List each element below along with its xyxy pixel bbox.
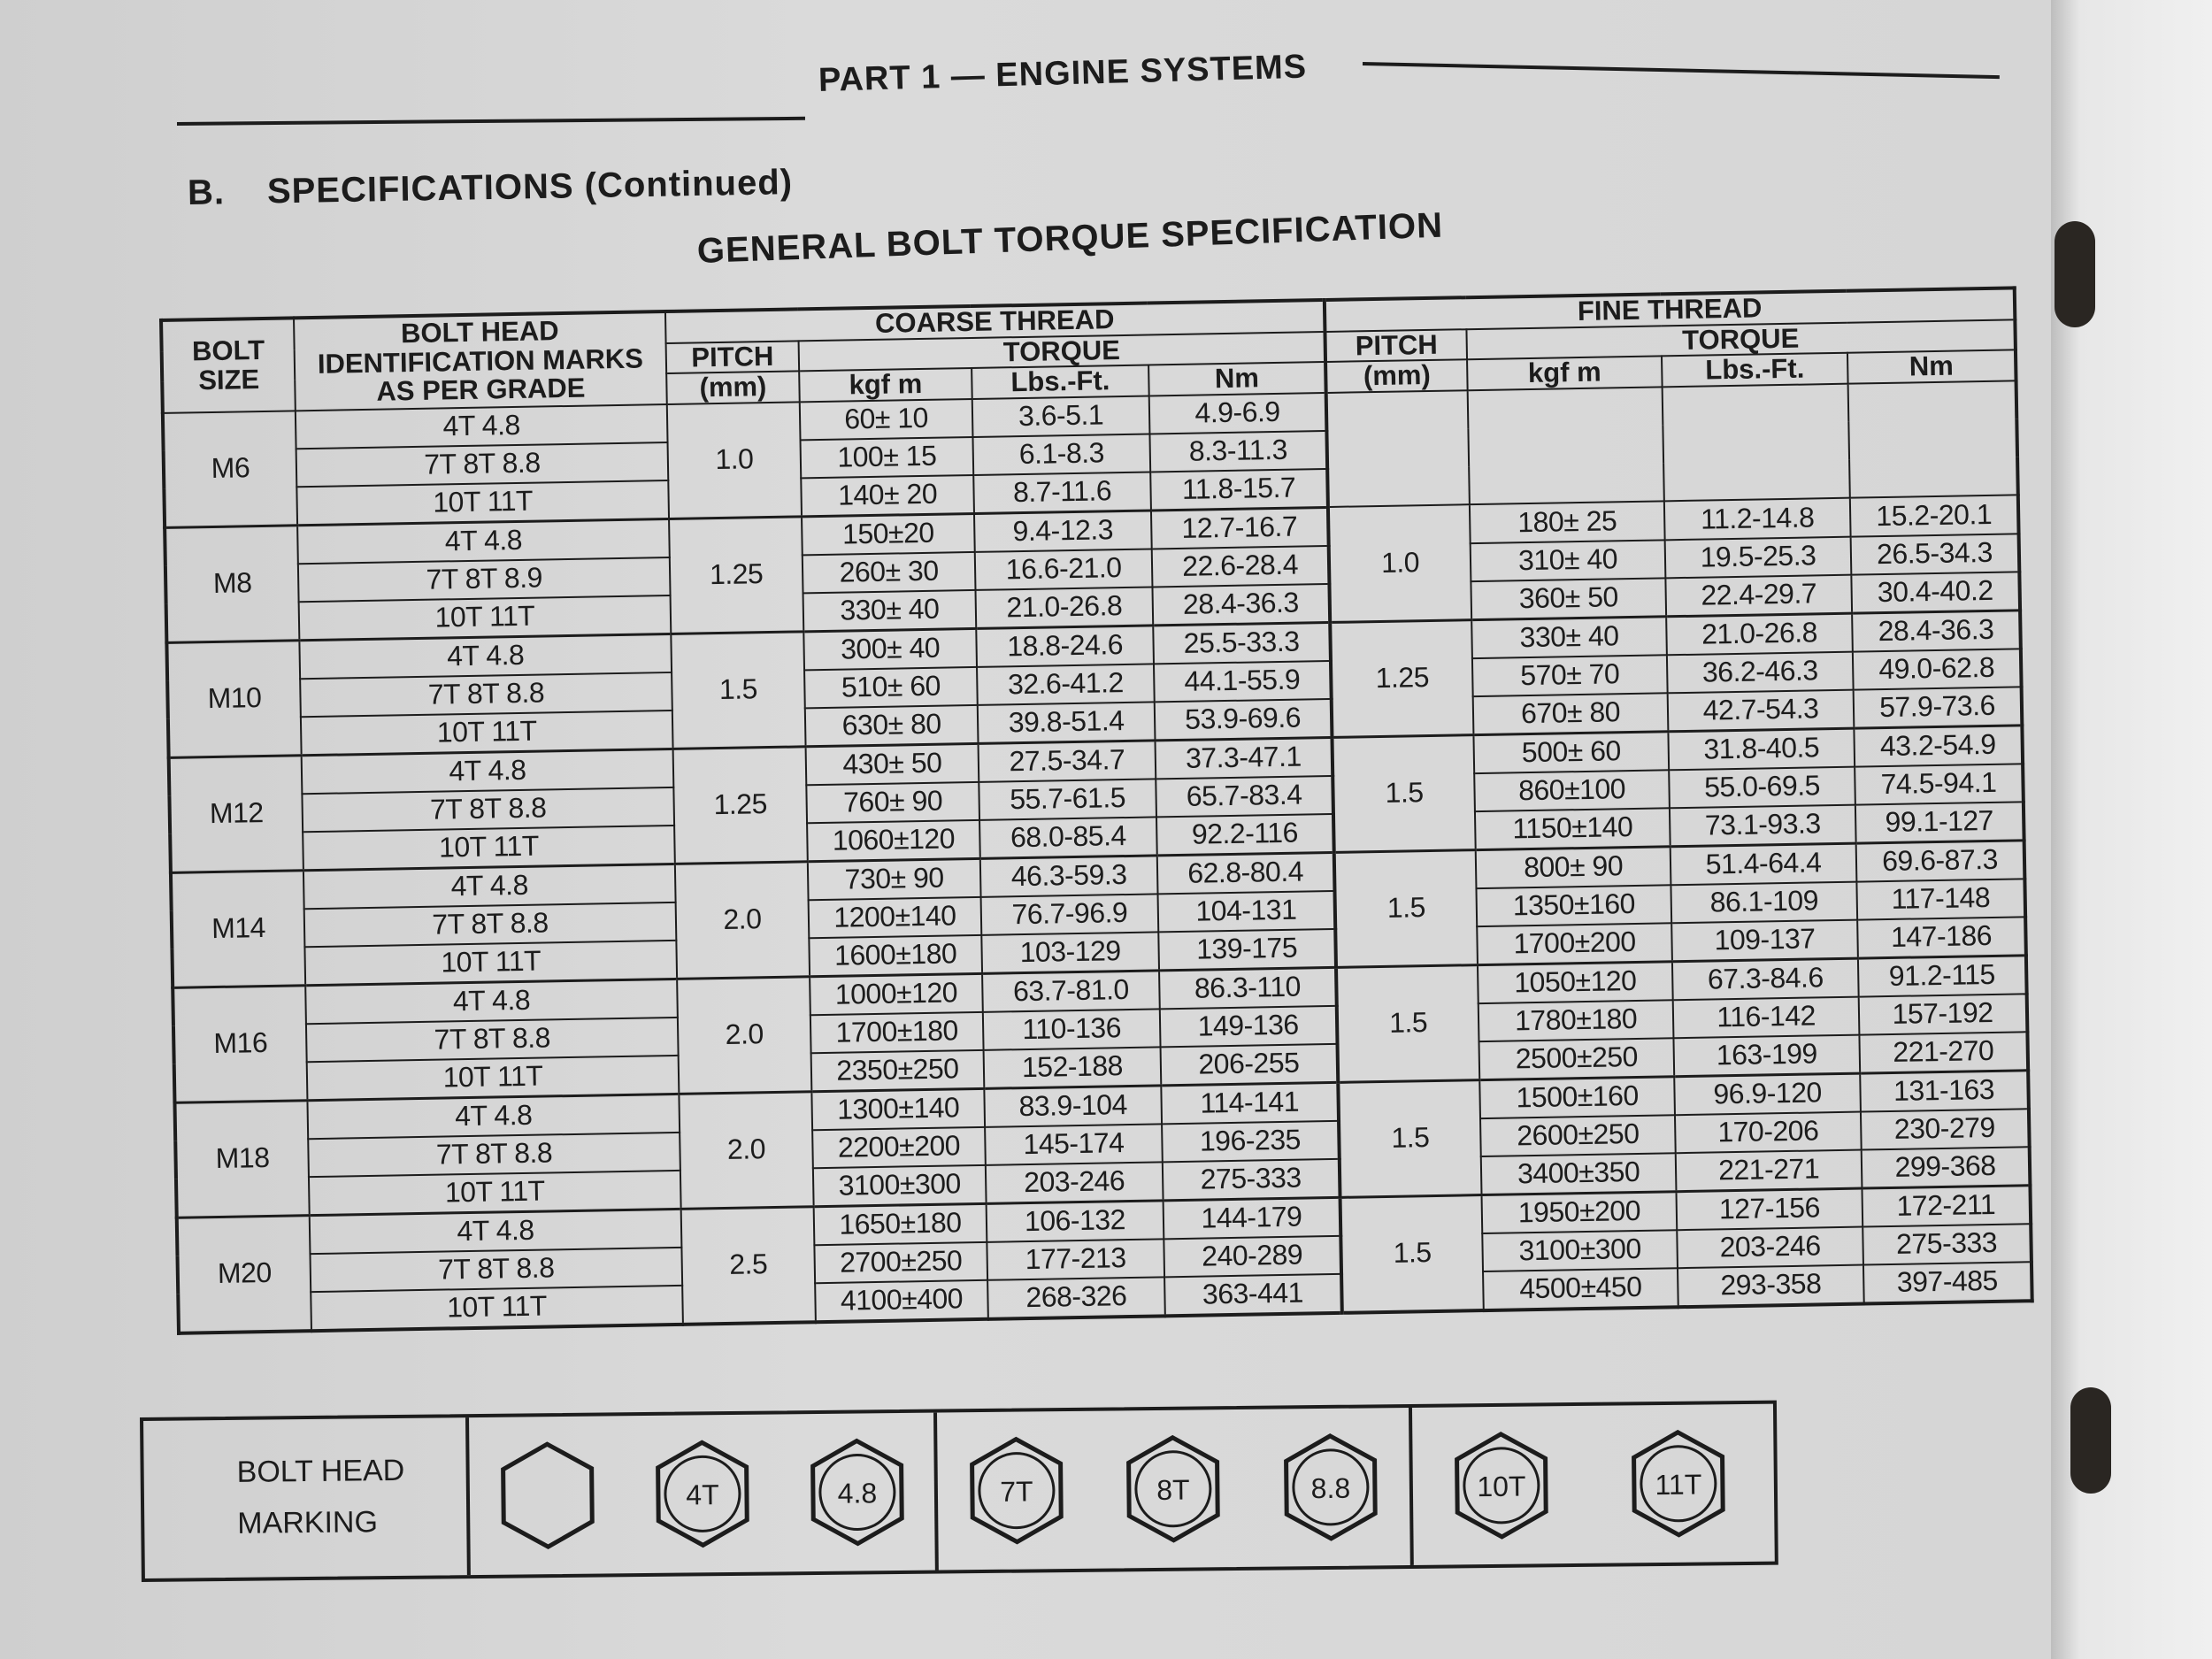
coarse-lbsft-cell: 177-213 — [987, 1239, 1164, 1279]
header-coarse-thread: COARSE THREAD — [665, 300, 1325, 343]
fine-lbsft-cell: 127-156 — [1677, 1188, 1863, 1230]
bolt-head-mark-label: 8.8 — [1310, 1471, 1351, 1505]
coarse-nm-cell: 149-136 — [1160, 1006, 1338, 1047]
header-coarse-pitch: PITCH — [666, 341, 800, 373]
fine-nm-cell: 91.2-115 — [1858, 955, 2027, 996]
coarse-pitch-cell: 1.25 — [669, 517, 803, 634]
grade-marks-cell: 4T 4.8 — [307, 1094, 680, 1139]
fine-nm-cell: 57.9-73.6 — [1854, 687, 2023, 728]
fine-pitch-cell: 1.5 — [1332, 734, 1475, 852]
fine-pitch-cell: 1.5 — [1336, 964, 1479, 1082]
coarse-kgfm-cell: 1700±180 — [810, 1012, 984, 1053]
coarse-nm-cell: 62.8-80.4 — [1157, 852, 1335, 894]
grade-marks-cell: 7T 8T 8.8 — [304, 902, 677, 947]
coarse-kgfm-cell: 2700±250 — [814, 1241, 987, 1282]
coarse-kgfm-cell: 60± 10 — [800, 399, 973, 440]
grade-marks-cell: 10T 11T — [301, 710, 673, 756]
fine-nm-cell: 49.0-62.8 — [1853, 649, 2022, 689]
bolt-head-hex-icon — [652, 1439, 752, 1549]
coarse-nm-cell: 4.9-6.9 — [1149, 393, 1327, 434]
fine-kgfm-cell: 860±100 — [1474, 770, 1670, 811]
grade-marks-cell: 4T 4.8 — [297, 518, 670, 564]
fine-kgfm-cell: 1500±160 — [1479, 1076, 1675, 1118]
coarse-pitch-cell: 1.5 — [671, 631, 805, 749]
coarse-pitch-cell: 2.0 — [675, 861, 810, 979]
fine-kgfm-cell: 360± 50 — [1471, 578, 1666, 619]
fine-kgfm-cell: 500± 60 — [1473, 731, 1669, 772]
coarse-kgfm-cell: 1000±120 — [810, 973, 983, 1015]
bolt-torque-table — [159, 286, 2034, 1334]
grade-marks-cell: 10T 11T — [299, 595, 672, 641]
coarse-lbsft-cell: 83.9-104 — [984, 1086, 1162, 1127]
fine-kgfm-cell: 570± 70 — [1472, 655, 1668, 696]
coarse-lbsft-cell: 103-129 — [981, 932, 1159, 973]
coarse-kgfm-cell: 2350±250 — [811, 1050, 985, 1092]
fine-nm-cell: 221-270 — [1859, 1032, 2028, 1073]
coarse-kgfm-cell: 1300±140 — [811, 1088, 985, 1130]
coarse-nm-cell: 28.4-36.3 — [1152, 584, 1330, 626]
grade-marks-cell: 7T 8T 8.8 — [296, 442, 669, 487]
coarse-nm-cell: 92.2-116 — [1156, 814, 1334, 856]
bolt-head-hex-icon — [1280, 1432, 1380, 1542]
coarse-lbsft-cell: 21.0-26.8 — [975, 587, 1153, 628]
marking-label-line2: MARKING — [237, 1505, 379, 1540]
coarse-lbsft-cell: 68.0-85.4 — [979, 817, 1157, 858]
coarse-nm-cell: 44.1-55.9 — [1154, 661, 1332, 702]
coarse-lbsft-cell: 8.7-11.6 — [973, 472, 1151, 513]
fine-blank-cell — [1663, 383, 1850, 501]
header-fine-nm: Nm — [1847, 349, 2016, 383]
fine-lbsft-cell: 221-271 — [1676, 1149, 1863, 1191]
coarse-lbsft-cell: 46.3-59.3 — [980, 856, 1158, 897]
binder-hole-top — [2055, 221, 2095, 327]
coarse-kgfm-cell: 3100±300 — [813, 1164, 987, 1206]
header-fine-thread: FINE THREAD — [1325, 288, 2016, 331]
grade-marks-cell: 10T 11T — [311, 1285, 683, 1330]
coarse-nm-cell: 104-131 — [1158, 891, 1336, 932]
coarse-pitch-cell: 2.0 — [679, 1091, 813, 1209]
grade-marks-cell: 4T 4.8 — [303, 864, 676, 909]
grade-marks-cell: 10T 11T — [296, 480, 669, 526]
header-fine-pitch: PITCH — [1325, 329, 1467, 362]
bolt-head-mark-label: 8T — [1156, 1473, 1191, 1506]
fine-kgfm-cell: 1780±180 — [1479, 1000, 1674, 1041]
coarse-lbsft-cell: 152-188 — [984, 1047, 1162, 1088]
fine-lbsft-cell: 21.0-26.8 — [1666, 613, 1853, 655]
bolt-size-cell: M8 — [165, 525, 299, 642]
coarse-lbsft-cell: 18.8-24.6 — [976, 626, 1154, 667]
grade-marks-cell: 7T 8T 8.8 — [302, 787, 674, 832]
bolt-size-cell: M18 — [174, 1100, 309, 1217]
fine-nm-cell: 299-368 — [1862, 1147, 2031, 1188]
fine-lbsft-cell: 55.0-69.5 — [1669, 766, 1855, 808]
fine-pitch-cell: 1.5 — [1340, 1194, 1484, 1312]
fine-lbsft-cell: 293-358 — [1678, 1264, 1864, 1307]
fine-nm-cell: 74.5-94.1 — [1855, 764, 2024, 804]
coarse-nm-cell: 53.9-69.6 — [1155, 699, 1333, 741]
bolt-head-mark-label: 10T — [1477, 1470, 1526, 1503]
fine-nm-cell: 131-163 — [1860, 1070, 2029, 1111]
grade-marks-cell: 4T 4.8 — [302, 749, 674, 794]
coarse-nm-cell: 144-179 — [1164, 1197, 1341, 1239]
header-fine-torque: TORQUE — [1466, 319, 2016, 359]
coarse-kgfm-cell: 1200±140 — [809, 897, 982, 938]
coarse-nm-cell: 275-333 — [1163, 1159, 1340, 1201]
fine-lbsft-cell: 170-206 — [1675, 1111, 1862, 1153]
coarse-pitch-cell: 1.0 — [667, 402, 802, 518]
fine-lbsft-cell: 73.1-93.3 — [1670, 804, 1856, 846]
coarse-pitch-cell: 1.25 — [673, 746, 808, 864]
fine-lbsft-cell: 203-246 — [1677, 1226, 1863, 1268]
fine-pitch-cell: 1.0 — [1328, 504, 1471, 622]
bolt-size-cell: M12 — [169, 755, 303, 872]
grade-marks-cell: 7T 8T 8.8 — [300, 672, 672, 717]
coarse-nm-cell: 363-441 — [1164, 1273, 1342, 1315]
header-bolt-head-marks: BOLT HEAD IDENTIFICATION MARKS AS PER GRADE — [294, 311, 667, 411]
grade-marks-cell: 7T 8T 8.9 — [298, 557, 671, 602]
fine-lbsft-cell: 42.7-54.3 — [1668, 689, 1855, 731]
fine-nm-cell: 69.6-87.3 — [1856, 840, 2025, 881]
coarse-kgfm-cell: 2200±200 — [812, 1126, 986, 1167]
coarse-kgfm-cell: 510± 60 — [804, 667, 978, 708]
bolt-head-hex-icon — [1124, 1433, 1224, 1544]
fine-kgfm-cell: 3100±300 — [1482, 1230, 1678, 1271]
coarse-kgfm-cell: 100± 15 — [801, 437, 974, 478]
fine-kgfm-cell: 180± 25 — [1470, 501, 1665, 542]
fine-blank-cell — [1848, 380, 2018, 498]
bolt-head-mark-label: 4.8 — [837, 1477, 877, 1509]
bolt-size-cell: M16 — [173, 985, 307, 1102]
bolt-head-mark-label: 11T — [1655, 1468, 1702, 1502]
header-fine-pitch-unit: (mm) — [1325, 359, 1468, 392]
bolt-head-hex-icon — [807, 1437, 907, 1548]
fine-nm-cell: 117-148 — [1856, 879, 2025, 919]
coarse-nm-cell: 12.7-16.7 — [1151, 507, 1329, 549]
coarse-lbsft-cell: 3.6-5.1 — [972, 396, 1150, 436]
fine-kgfm-cell: 330± 40 — [1471, 616, 1667, 657]
coarse-nm-cell: 25.5-33.3 — [1153, 622, 1331, 664]
fine-lbsft-cell: 31.8-40.5 — [1668, 728, 1855, 770]
fine-blank-cell — [1468, 387, 1664, 504]
marking-group-4t — [469, 1413, 939, 1576]
header-coarse-pitch-unit: (mm) — [666, 371, 800, 403]
fine-nm-cell: 275-333 — [1863, 1224, 2032, 1264]
bolt-head-mark-label: 7T — [999, 1475, 1033, 1508]
grade-marks-cell: 7T 8T 8.8 — [310, 1247, 682, 1291]
fine-nm-cell: 99.1-127 — [1855, 802, 2024, 843]
bolt-head-hex-icon — [966, 1435, 1066, 1546]
bolt-head-hex-icon — [497, 1440, 597, 1551]
grade-marks-cell: 4T 4.8 — [310, 1209, 682, 1254]
fine-lbsft-cell: 22.4-29.7 — [1665, 574, 1852, 616]
coarse-nm-cell: 22.6-28.4 — [1152, 546, 1330, 587]
coarse-nm-cell: 240-289 — [1164, 1235, 1341, 1276]
fine-pitch-cell: 1.5 — [1338, 1079, 1481, 1197]
fine-lbsft-cell: 51.4-64.4 — [1671, 843, 1857, 885]
header-coarse-torque: TORQUE — [799, 332, 1326, 372]
fine-kgfm-cell: 1950±200 — [1482, 1191, 1678, 1233]
fine-nm-cell: 28.4-36.3 — [1852, 610, 2021, 651]
fine-lbsft-cell: 163-199 — [1673, 1034, 1860, 1076]
fine-lbsft-cell: 96.9-120 — [1674, 1073, 1861, 1115]
fine-kgfm-cell: 2600±250 — [1480, 1115, 1676, 1156]
coarse-nm-cell: 11.8-15.7 — [1150, 469, 1328, 511]
fine-nm-cell: 157-192 — [1859, 994, 2028, 1034]
header-fine-kgfm: kgf m — [1467, 356, 1663, 389]
coarse-kgfm-cell: 730± 90 — [808, 858, 981, 900]
fine-nm-cell: 30.4-40.2 — [1851, 572, 2020, 613]
table-title: GENERAL BOLT TORQUE SPECIFICATION — [696, 205, 1444, 271]
bolt-head-hex-icon — [1451, 1430, 1551, 1540]
bolt-head-mark-label: 4T — [685, 1479, 719, 1511]
bolt-size-cell: M20 — [177, 1215, 311, 1333]
coarse-lbsft-cell: 106-132 — [987, 1200, 1164, 1241]
coarse-lbsft-cell: 145-174 — [985, 1124, 1163, 1164]
fine-kgfm-cell: 310± 40 — [1471, 540, 1666, 581]
coarse-lbsft-cell: 39.8-51.4 — [978, 702, 1156, 743]
coarse-kgfm-cell: 1060±120 — [807, 820, 980, 862]
header-coarse-kgfm: kgf m — [799, 368, 972, 402]
marking-label-line1: BOLT HEAD — [236, 1454, 405, 1490]
header-coarse-lbsft: Lbs.-Ft. — [972, 365, 1149, 399]
fine-kgfm-cell: 1350±160 — [1476, 885, 1671, 926]
coarse-lbsft-cell: 32.6-41.2 — [977, 664, 1155, 704]
fine-pitch-cell: 1.25 — [1330, 619, 1473, 737]
coarse-lbsft-cell: 55.7-61.5 — [979, 779, 1156, 819]
bolt-size-cell: M6 — [163, 411, 297, 527]
bolt-size-cell: M14 — [171, 870, 305, 987]
fine-kgfm-cell: 1050±120 — [1478, 961, 1673, 1002]
binder-hole-bottom — [2070, 1387, 2111, 1494]
part-title: PART 1 — ENGINE SYSTEMS — [818, 48, 1308, 99]
grade-marks-cell: 10T 11T — [309, 1171, 681, 1216]
coarse-lbsft-cell: 203-246 — [986, 1162, 1164, 1203]
coarse-nm-cell: 206-255 — [1161, 1044, 1339, 1086]
header-coarse-nm: Nm — [1148, 362, 1326, 396]
coarse-kgfm-cell: 430± 50 — [806, 743, 979, 785]
marking-group-10t — [1412, 1404, 1768, 1565]
fine-lbsft-cell: 109-137 — [1671, 919, 1858, 961]
grade-marks-cell: 7T 8T 8.8 — [308, 1133, 680, 1177]
coarse-lbsft-cell: 63.7-81.0 — [982, 971, 1160, 1012]
fine-nm-cell: 147-186 — [1857, 917, 2026, 958]
fine-lbsft-cell: 19.5-25.3 — [1665, 536, 1852, 578]
fine-nm-cell: 26.5-34.3 — [1851, 534, 2020, 574]
coarse-lbsft-cell: 110-136 — [983, 1009, 1161, 1049]
coarse-nm-cell: 37.3-47.1 — [1155, 737, 1333, 779]
coarse-kgfm-cell: 330± 40 — [803, 590, 977, 632]
fine-kgfm-cell: 1700±200 — [1477, 923, 1672, 964]
coarse-kgfm-cell: 140± 20 — [801, 475, 974, 517]
grade-marks-cell: 4T 4.8 — [296, 404, 668, 449]
coarse-lbsft-cell: 268-326 — [987, 1277, 1165, 1318]
coarse-nm-cell: 65.7-83.4 — [1156, 776, 1333, 817]
bolt-head-marking-legend — [140, 1401, 1778, 1582]
fine-kgfm-cell: 4500±450 — [1483, 1268, 1678, 1310]
fine-nm-cell: 397-485 — [1863, 1262, 2032, 1303]
coarse-lbsft-cell: 27.5-34.7 — [979, 741, 1156, 782]
grade-marks-cell: 7T 8T 8.8 — [306, 1018, 679, 1062]
coarse-kgfm-cell: 1600±180 — [809, 935, 982, 977]
fine-nm-cell: 172-211 — [1862, 1185, 2031, 1226]
grade-marks-cell: 4T 4.8 — [299, 634, 672, 679]
coarse-pitch-cell: 2.0 — [677, 976, 811, 1094]
coarse-pitch-cell: 2.5 — [681, 1206, 816, 1324]
coarse-nm-cell: 196-235 — [1162, 1121, 1340, 1162]
coarse-lbsft-cell: 16.6-21.0 — [975, 549, 1153, 589]
coarse-nm-cell: 86.3-110 — [1159, 967, 1337, 1009]
bolt-size-cell: M10 — [166, 640, 301, 757]
fine-kgfm-cell: 3400±350 — [1481, 1153, 1677, 1194]
coarse-lbsft-cell: 76.7-96.9 — [981, 894, 1159, 934]
coarse-kgfm-cell: 260± 30 — [803, 552, 976, 593]
fine-lbsft-cell: 86.1-109 — [1671, 881, 1857, 923]
coarse-nm-cell: 139-175 — [1158, 929, 1336, 971]
coarse-kgfm-cell: 150±20 — [802, 513, 975, 555]
grade-marks-cell: 10T 11T — [307, 1056, 680, 1101]
coarse-nm-cell: 114-141 — [1161, 1082, 1339, 1124]
header-bolt-size: BOLT SIZE — [161, 318, 296, 412]
fine-lbsft-cell: 11.2-14.8 — [1664, 498, 1851, 540]
coarse-kgfm-cell: 760± 90 — [806, 782, 979, 823]
coarse-nm-cell: 8.3-11.3 — [1149, 431, 1327, 472]
coarse-lbsft-cell: 6.1-8.3 — [972, 434, 1150, 474]
coarse-kgfm-cell: 1650±180 — [814, 1203, 987, 1245]
section-title: SPECIFICATIONS (Continued) — [266, 163, 794, 211]
fine-lbsft-cell: 67.3-84.6 — [1672, 958, 1859, 1000]
bolt-head-hex-icon — [1628, 1428, 1728, 1539]
marking-label — [143, 1417, 471, 1578]
fine-pitch-cell: 1.5 — [1334, 849, 1478, 967]
coarse-kgfm-cell: 630± 80 — [805, 705, 979, 747]
table-body — [163, 380, 2032, 1333]
coarse-kgfm-cell: 4100±400 — [815, 1279, 988, 1321]
fine-blank-cell — [1326, 390, 1470, 507]
coarse-lbsft-cell: 9.4-12.3 — [974, 511, 1152, 552]
fine-nm-cell: 230-279 — [1861, 1109, 2030, 1149]
fine-kgfm-cell: 670± 80 — [1473, 693, 1669, 734]
grade-marks-cell: 10T 11T — [303, 826, 675, 871]
coarse-kgfm-cell: 300± 40 — [803, 628, 977, 670]
fine-lbsft-cell: 36.2-46.3 — [1667, 651, 1854, 693]
fine-kgfm-cell: 2500±250 — [1479, 1038, 1675, 1079]
fine-kgfm-cell: 800± 90 — [1476, 846, 1671, 887]
section-letter: B. — [187, 173, 226, 212]
fine-nm-cell: 43.2-54.9 — [1854, 725, 2023, 766]
grade-marks-cell: 4T 4.8 — [305, 979, 678, 1024]
fine-nm-cell: 15.2-20.1 — [1850, 495, 2019, 537]
fine-lbsft-cell: 116-142 — [1673, 996, 1860, 1038]
header-fine-lbsft: Lbs.-Ft. — [1662, 353, 1848, 387]
fine-kgfm-cell: 1150±140 — [1475, 808, 1671, 849]
marking-group-7t — [937, 1408, 1414, 1571]
grade-marks-cell: 10T 11T — [304, 941, 677, 986]
